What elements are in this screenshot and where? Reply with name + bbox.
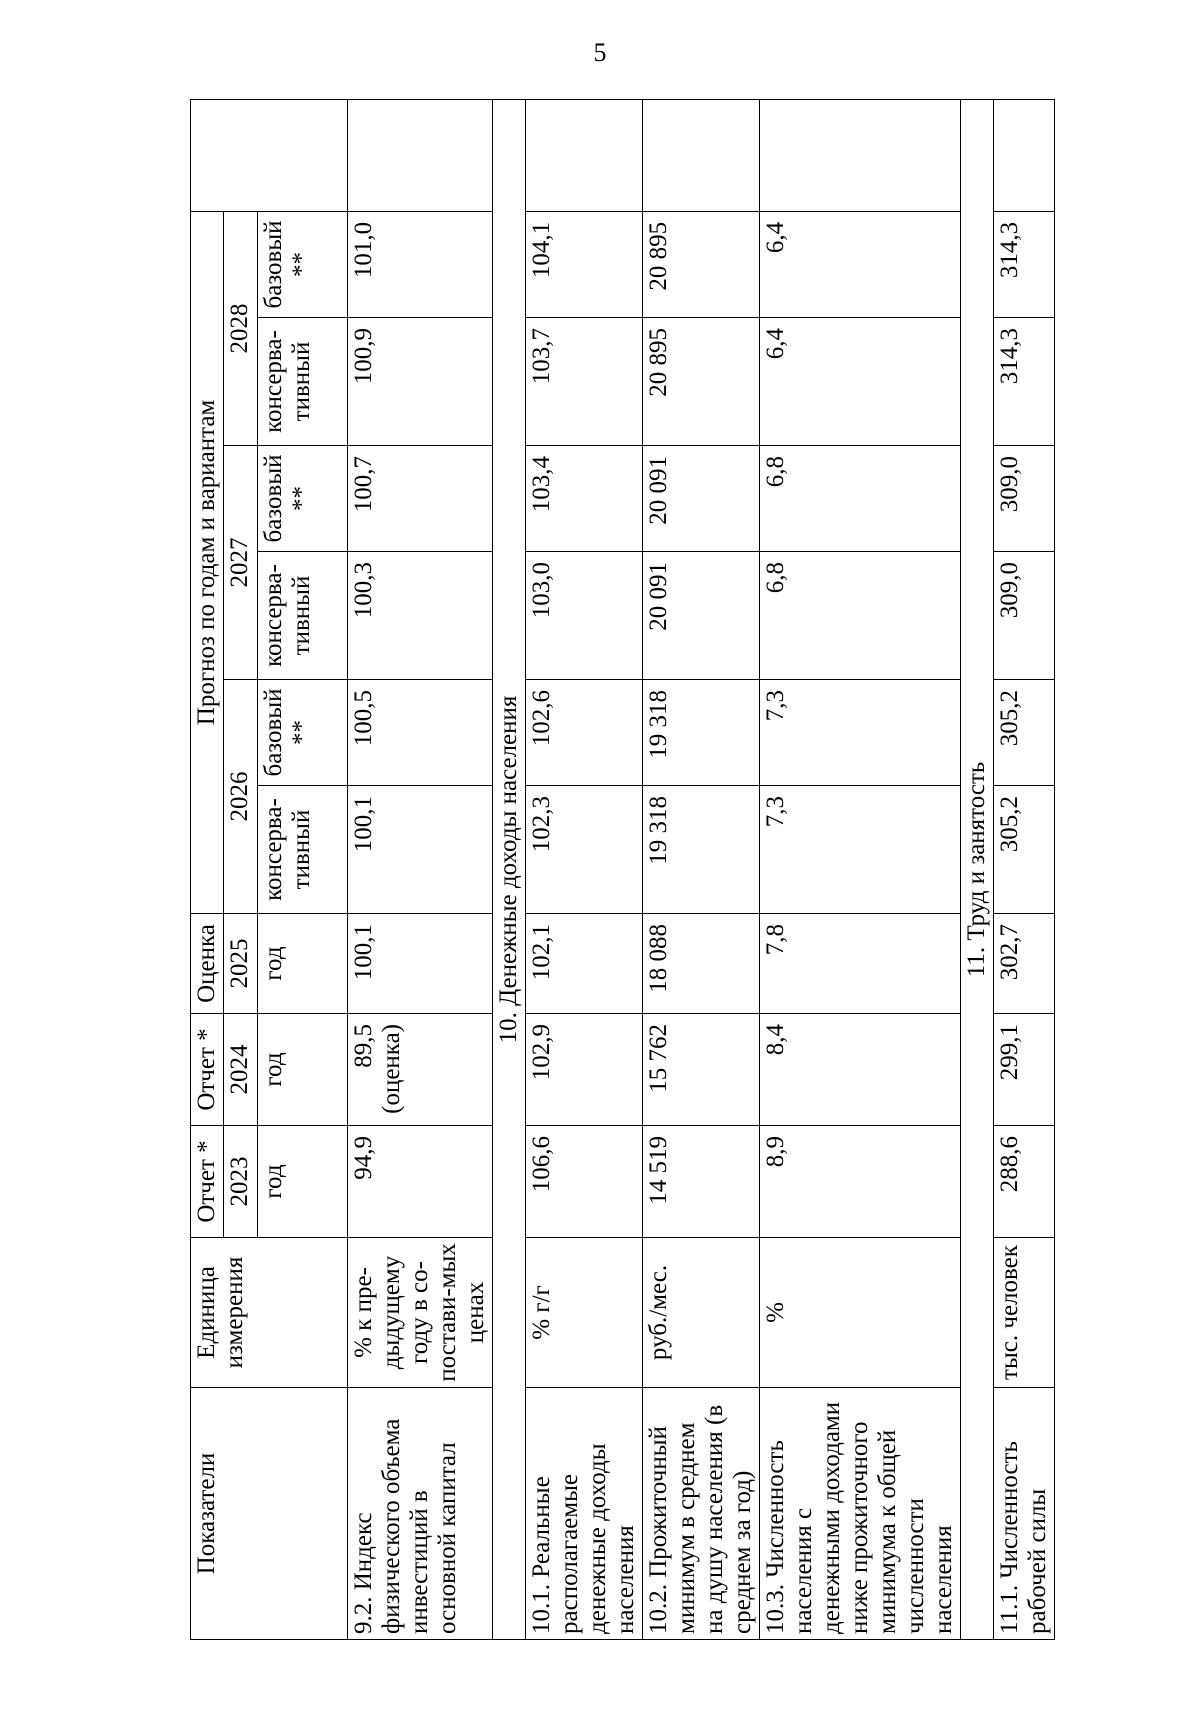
- value-2026-conservative: 100,1: [348, 786, 493, 914]
- header-2026-base: базовый **: [258, 680, 348, 786]
- row-unit: %: [760, 1238, 961, 1388]
- header-report-2023-top: Отчет *: [191, 1126, 224, 1238]
- row-indicator: 11.1. Численность рабочей силы: [994, 1388, 1055, 1640]
- header-year-2024: 2024: [224, 1014, 258, 1126]
- rotated-table-container: [190, 100, 1051, 1640]
- header-year-2023: 2023: [224, 1126, 258, 1238]
- header-year-2027: 2027: [224, 446, 258, 680]
- row-unit: % к пре-дыдущему году в со-постави-мых ценах: [348, 1238, 493, 1388]
- table-row-10-2: [643, 99, 760, 1639]
- empty-cell: [994, 99, 1055, 211]
- section-title-11: 11. Труд и занятость: [961, 99, 994, 1639]
- row-unit: % г/г: [526, 1238, 643, 1388]
- empty-cell: [760, 99, 961, 211]
- page-number: 5: [593, 38, 607, 67]
- value-2028-base: 314,3: [994, 211, 1055, 317]
- value-2025: 7,8: [760, 914, 961, 1014]
- header-unit: Единица измерения: [191, 1238, 348, 1388]
- value-2025: 302,7: [994, 914, 1055, 1014]
- empty-cell: [348, 99, 493, 211]
- value-2026-conservative: 19 318: [643, 786, 760, 914]
- value-2027-base: 103,4: [526, 446, 643, 552]
- value-2027-conservative: 100,3: [348, 552, 493, 680]
- value-2023: 106,6: [526, 1126, 643, 1238]
- value-2028-conservative: 314,3: [994, 318, 1055, 446]
- header-year-2026: 2026: [224, 680, 258, 914]
- table-row-9-2: [348, 99, 493, 1639]
- value-2023: 94,9: [348, 1126, 493, 1238]
- table-row-11-1: [994, 99, 1055, 1639]
- value-2028-conservative: 20 895: [643, 318, 760, 446]
- empty-cell: [643, 99, 760, 211]
- value-2026-base: 19 318: [643, 680, 760, 786]
- header-2028-conservative: консерва-тивный: [258, 318, 348, 446]
- value-2026-conservative: 305,2: [994, 786, 1055, 914]
- value-2027-base: 20 091: [643, 446, 760, 552]
- forecast-table: [190, 99, 1055, 1640]
- table-row-10-1: [526, 99, 643, 1639]
- table-row-10-3: [760, 99, 961, 1639]
- value-2028-base: 6,4: [760, 211, 961, 317]
- value-2023: 288,6: [994, 1126, 1055, 1238]
- row-indicator: 10.1. Реальные располагаемые денежные доходы населения: [526, 1388, 643, 1640]
- empty-cell: [526, 99, 643, 211]
- header-forecast: Прогноз по годам и вариантам: [191, 211, 224, 913]
- value-2027-conservative: 20 091: [643, 552, 760, 680]
- value-2028-base: 104,1: [526, 211, 643, 317]
- row-indicator: 9.2. Индекс физического объема инвестиций в основной капитал: [348, 1388, 493, 1640]
- value-2024: 89,5 (оценка): [348, 1014, 493, 1126]
- value-2025: 102,1: [526, 914, 643, 1014]
- value-2028-conservative: 100,9: [348, 318, 493, 446]
- value-2024: 299,1: [994, 1014, 1055, 1126]
- header-year-2025: 2025: [224, 914, 258, 1014]
- header-indicators: Показатели: [191, 1388, 348, 1640]
- value-2023: 14 519: [643, 1126, 760, 1238]
- header-report-2024-top: Отчет *: [191, 1014, 224, 1126]
- value-2027-base: 309,0: [994, 446, 1055, 552]
- header-2024-suffix: год: [258, 1014, 348, 1126]
- value-2026-base: 305,2: [994, 680, 1055, 786]
- value-2026-base: 102,6: [526, 680, 643, 786]
- header-empty-right: [191, 99, 348, 211]
- row-indicator: 10.3. Численность населения с денежными доходами ниже прожиточного минимума к общей численности населения: [760, 1388, 961, 1640]
- value-2027-conservative: 6,8: [760, 552, 961, 680]
- value-2027-base: 6,8: [760, 446, 961, 552]
- value-2028-conservative: 103,7: [526, 318, 643, 446]
- header-2027-conservative: консерва-тивный: [258, 552, 348, 680]
- value-2023: 8,9: [760, 1126, 961, 1238]
- value-2025: 18 088: [643, 914, 760, 1014]
- header-2023-suffix: год: [258, 1126, 348, 1238]
- value-2024: 102,9: [526, 1014, 643, 1126]
- header-estimate-top: Оценка: [191, 914, 224, 1014]
- row-unit: руб./мес.: [643, 1238, 760, 1388]
- header-year-2028: 2028: [224, 211, 258, 445]
- header-2026-conservative: консерва-тивный: [258, 786, 348, 914]
- value-2028-base: 20 895: [643, 211, 760, 317]
- value-2027-conservative: 103,0: [526, 552, 643, 680]
- value-2025: 100,1: [348, 914, 493, 1014]
- value-2028-conservative: 6,4: [760, 318, 961, 446]
- value-2024: 8,4: [760, 1014, 961, 1126]
- value-2028-base: 101,0: [348, 211, 493, 317]
- header-2028-base: базовый **: [258, 211, 348, 317]
- value-2026-base: 100,5: [348, 680, 493, 786]
- value-2027-conservative: 309,0: [994, 552, 1055, 680]
- header-2025-suffix: год: [258, 914, 348, 1014]
- row-indicator: 10.2. Прожиточный минимум в среднем на душу населения (в среднем за год): [643, 1388, 760, 1640]
- section-title-10: 10. Денежные доходы населения: [493, 99, 526, 1639]
- row-unit: тыс. человек: [994, 1238, 1055, 1388]
- value-2027-base: 100,7: [348, 446, 493, 552]
- value-2024: 15 762: [643, 1014, 760, 1126]
- value-2026-conservative: 102,3: [526, 786, 643, 914]
- value-2026-base: 7,3: [760, 680, 961, 786]
- value-2026-conservative: 7,3: [760, 786, 961, 914]
- header-2027-base: базовый **: [258, 446, 348, 552]
